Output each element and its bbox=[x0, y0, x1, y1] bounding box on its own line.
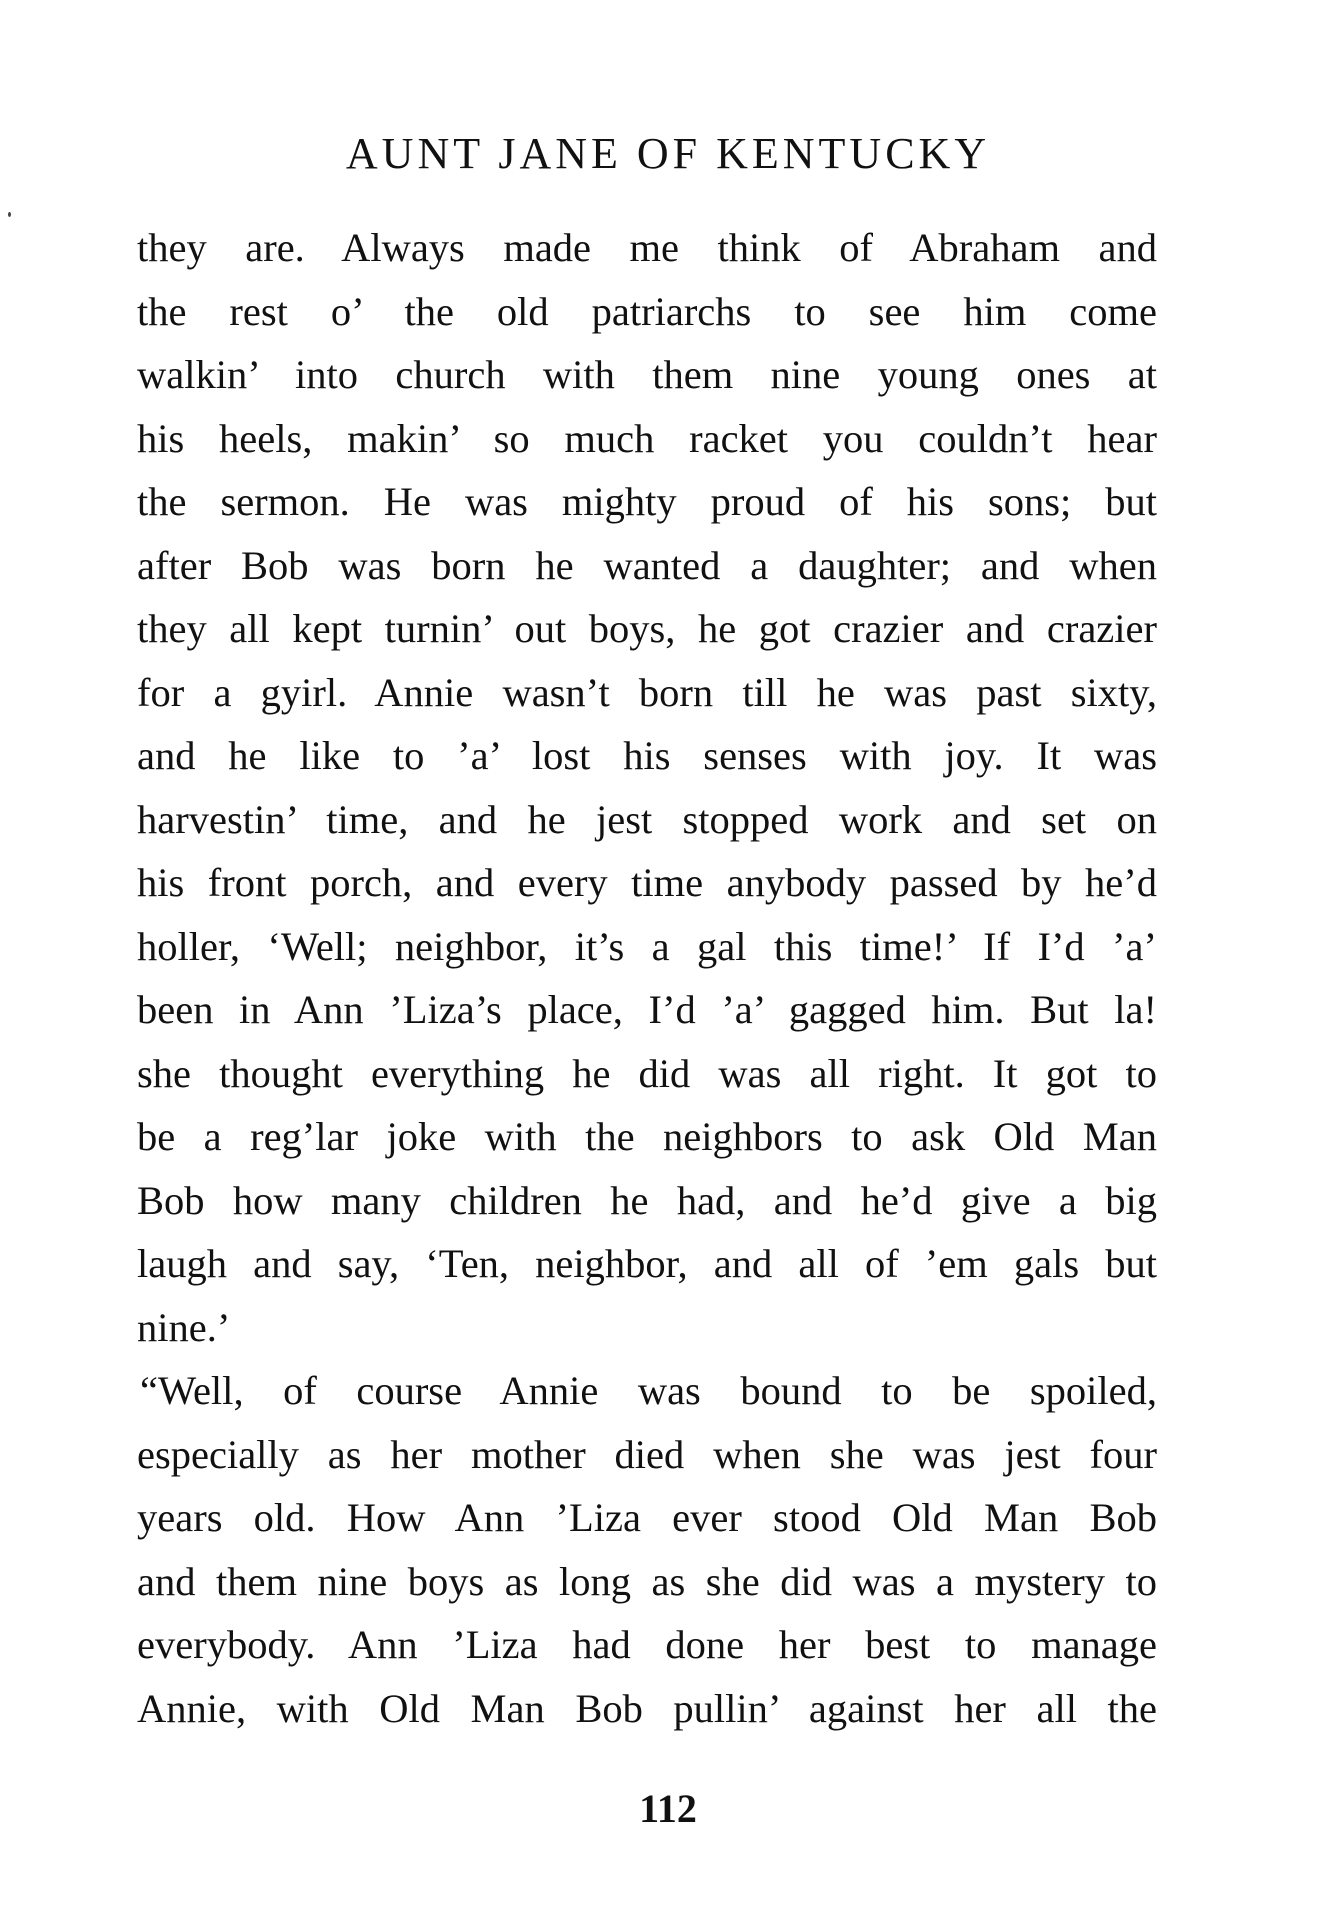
text-line: years old. How Ann ’Liza ever stood Old Man Bob bbox=[137, 1495, 1157, 1540]
margin-speck bbox=[8, 212, 11, 217]
text-line: Bob how many children he had, and he’d give a big bbox=[137, 1177, 1157, 1223]
text-line: and he like to ’a’ lost his senses with joy. It was bbox=[137, 733, 1157, 778]
text-line: the rest o’ the old patriarchs to see him come bbox=[137, 288, 1157, 334]
text-line: walkin’ into church with them nine young ones at bbox=[137, 352, 1157, 397]
text-line: they are. Always made me think of Abraham and bbox=[137, 225, 1157, 270]
text-line: holler, ‘Well; neighbor, it’s a gal this time!’ If I’d ’a’ bbox=[137, 923, 1157, 969]
text-line: the sermon. He was mighty proud of his sons; but bbox=[137, 479, 1157, 524]
text-line: she thought everything he did was all right. It got to bbox=[137, 1050, 1157, 1096]
text-line: for a gyirl. Annie wasn’t born till he was past sixty, bbox=[137, 669, 1157, 715]
text-line: laugh and say, ‘Ten, neighbor, and all of ’em gals but bbox=[137, 1241, 1157, 1286]
text-line: “Well, of course Annie was bound to be spoiled, bbox=[140, 1368, 1157, 1413]
text-line: been in Ann ’Liza’s place, I’d ’a’ gagged him. But la! bbox=[137, 987, 1157, 1032]
page-number: 112 bbox=[639, 1786, 697, 1831]
text-line: his front porch, and every time anybody passed by he’d bbox=[137, 860, 1157, 905]
text-line: and them nine boys as long as she did was a mystery to bbox=[137, 1558, 1157, 1604]
text-line: be a reg’lar joke with the neighbors to ask Old Man bbox=[137, 1114, 1157, 1159]
text-line: especially as her mother died when she was jest four bbox=[137, 1431, 1157, 1477]
body-text bbox=[137, 216, 1157, 1740]
text-line: nine.’ bbox=[137, 1304, 231, 1350]
running-head: AUNT JANE OF KENTUCKY bbox=[345, 129, 991, 178]
text-line: everybody. Ann ’Liza had done her best to manage bbox=[137, 1622, 1157, 1667]
text-line: harvestin’ time, and he jest stopped work and set on bbox=[137, 796, 1157, 842]
text-line: after Bob was born he wanted a daughter; and when bbox=[137, 542, 1157, 588]
text-line: they all kept turnin’ out boys, he got crazier and crazier bbox=[137, 606, 1157, 651]
text-line: his heels, makin’ so much racket you couldn’t hear bbox=[137, 415, 1157, 461]
text-line: Annie, with Old Man Bob pullin’ against her all the bbox=[137, 1685, 1157, 1731]
